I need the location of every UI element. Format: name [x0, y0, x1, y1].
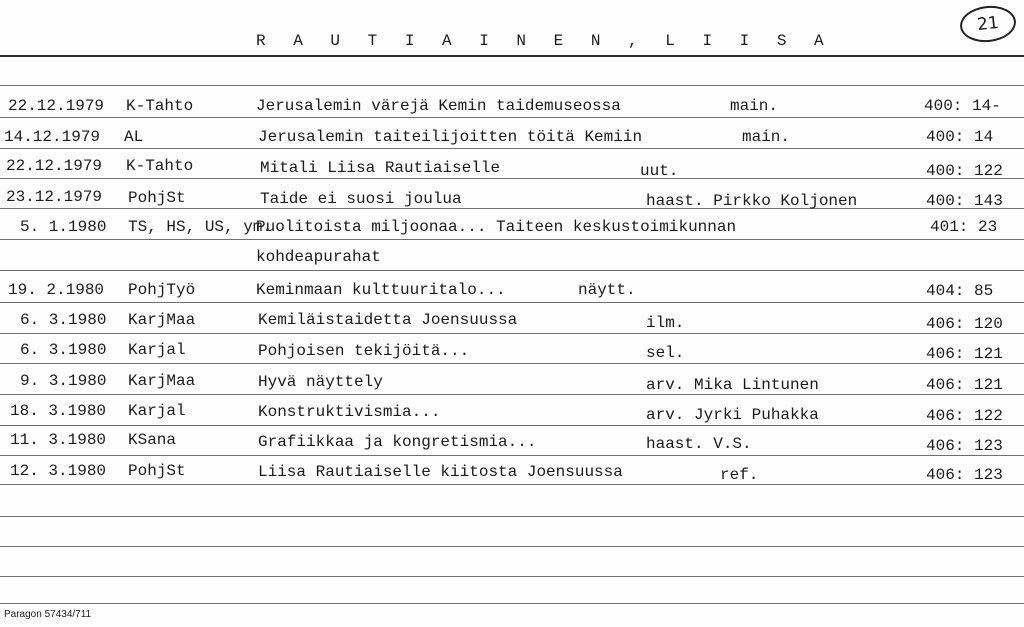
entry-source: KarjMaa: [128, 372, 196, 390]
ruled-line: [0, 208, 1024, 209]
entry-note: haast. V.S.: [646, 435, 752, 453]
entry-title: Hyvä näyttely: [258, 373, 383, 391]
entry-note: sel.: [646, 344, 685, 362]
entry-title: Keminmaan kulttuuritalo...: [256, 281, 506, 299]
entry-date: 6. 3.1980: [20, 311, 107, 329]
entry-ref: 406: 122: [926, 407, 1003, 425]
entry-title: Konstruktivismia...: [258, 403, 441, 421]
entry-source: KSana: [128, 431, 177, 449]
entry-date: 23.12.1979: [6, 188, 103, 206]
corner-number-mark: 21: [958, 3, 1017, 45]
entry-ref: 404: 85: [926, 282, 994, 300]
entry-date: 19. 2.1980: [8, 281, 105, 299]
ruled-line: [0, 363, 1024, 364]
entry-title: Liisa Rautiaiselle kiitosta Joensuussa: [258, 463, 623, 481]
header-rule: [0, 55, 1024, 57]
entry-note: uut.: [640, 162, 679, 180]
entry-ref: 400: 122: [926, 162, 1003, 180]
entry-note: arv. Mika Lintunen: [646, 376, 819, 394]
entry-source: K-Tahto: [126, 97, 194, 115]
entry-note: arv. Jyrki Puhakka: [646, 406, 819, 424]
entry-source: KarjMaa: [128, 311, 196, 329]
ruled-line: [0, 576, 1024, 577]
entry-ref: 400: 14-: [924, 97, 1001, 115]
entry-date: 6. 3.1980: [20, 341, 107, 359]
entry-ref: 401: 23: [930, 218, 998, 236]
entry-title: Jerusalemin taiteilijoitten töitä Kemiin: [258, 128, 643, 146]
ruled-line: [0, 484, 1024, 485]
ruled-line: [0, 270, 1024, 271]
entry-ref: 406: 123: [926, 466, 1003, 484]
entry-ref: 406: 123: [926, 437, 1003, 455]
entry-date: 22.12.1979: [6, 157, 103, 175]
ruled-line: [0, 333, 1024, 334]
ruled-line: [0, 117, 1024, 118]
ruled-line: [0, 178, 1024, 179]
entry-source: Karjal: [128, 341, 186, 359]
entry-title: Jerusalemin värejä Kemin taidemuseossa: [256, 97, 621, 115]
entry-note: ilm.: [646, 314, 685, 332]
entry-date: 9. 3.1980: [20, 372, 107, 390]
ruled-line: [0, 455, 1024, 456]
entry-date: 18. 3.1980: [10, 402, 107, 420]
ruled-line: [0, 302, 1024, 303]
ruled-line: [0, 546, 1024, 547]
entry-date: 14.12.1979: [4, 128, 101, 146]
entry-source: TS, HS, US, ym.: [128, 218, 273, 236]
ruled-line: [0, 516, 1024, 517]
ruled-line: [0, 394, 1024, 395]
entry-ref: 406: 121: [926, 345, 1003, 363]
entry-source: AL: [124, 128, 144, 146]
ruled-line: [0, 425, 1024, 426]
entry-title: Puolitoista miljoonaa... Taiteen keskustoimikunnan: [256, 218, 737, 236]
entry-ref: 406: 121: [926, 376, 1003, 394]
entry-note: main.: [742, 128, 791, 146]
entry-ref: 400: 143: [926, 192, 1003, 210]
entry-note: ref.: [720, 466, 759, 484]
entry-date: 22.12.1979: [8, 97, 105, 115]
entry-date: 11. 3.1980: [10, 431, 107, 449]
entry-title: Taide ei suosi joulua: [260, 190, 462, 208]
ruled-line: [0, 85, 1024, 86]
entry-date: 5. 1.1980: [20, 218, 107, 236]
entry-source: Karjal: [128, 402, 186, 420]
card-footer-print: Paragon 57434/711: [4, 609, 92, 620]
entry-source: PohjSt: [128, 462, 186, 480]
entry-title: Mitali Liisa Rautiaiselle: [260, 159, 501, 177]
entry-title: Kemiläistaidetta Joensuussa: [258, 311, 518, 329]
entry-note: haast. Pirkko Koljonen: [646, 192, 858, 210]
ruled-line: [0, 239, 1024, 240]
entry-note: näytt.: [578, 281, 636, 299]
entry-note: main.: [730, 97, 779, 115]
entry-source: PohjTyö: [128, 281, 196, 299]
entry-date: 12. 3.1980: [10, 462, 107, 480]
ruled-line: [0, 148, 1024, 149]
entry-source: K-Tahto: [126, 157, 194, 175]
entry-title: Pohjoisen tekijöitä...: [258, 342, 470, 360]
entry-title: Grafiikkaa ja kongretismia...: [258, 433, 537, 451]
entry-ref: 400: 14: [926, 128, 994, 146]
entry-ref: 406: 120: [926, 315, 1003, 333]
entry-title-continuation: kohdeapurahat: [256, 248, 381, 266]
card-title: R A U T I A I N E N , L I I S A: [256, 32, 833, 50]
entry-source: PohjSt: [128, 189, 186, 207]
ruled-line: [0, 603, 1024, 604]
